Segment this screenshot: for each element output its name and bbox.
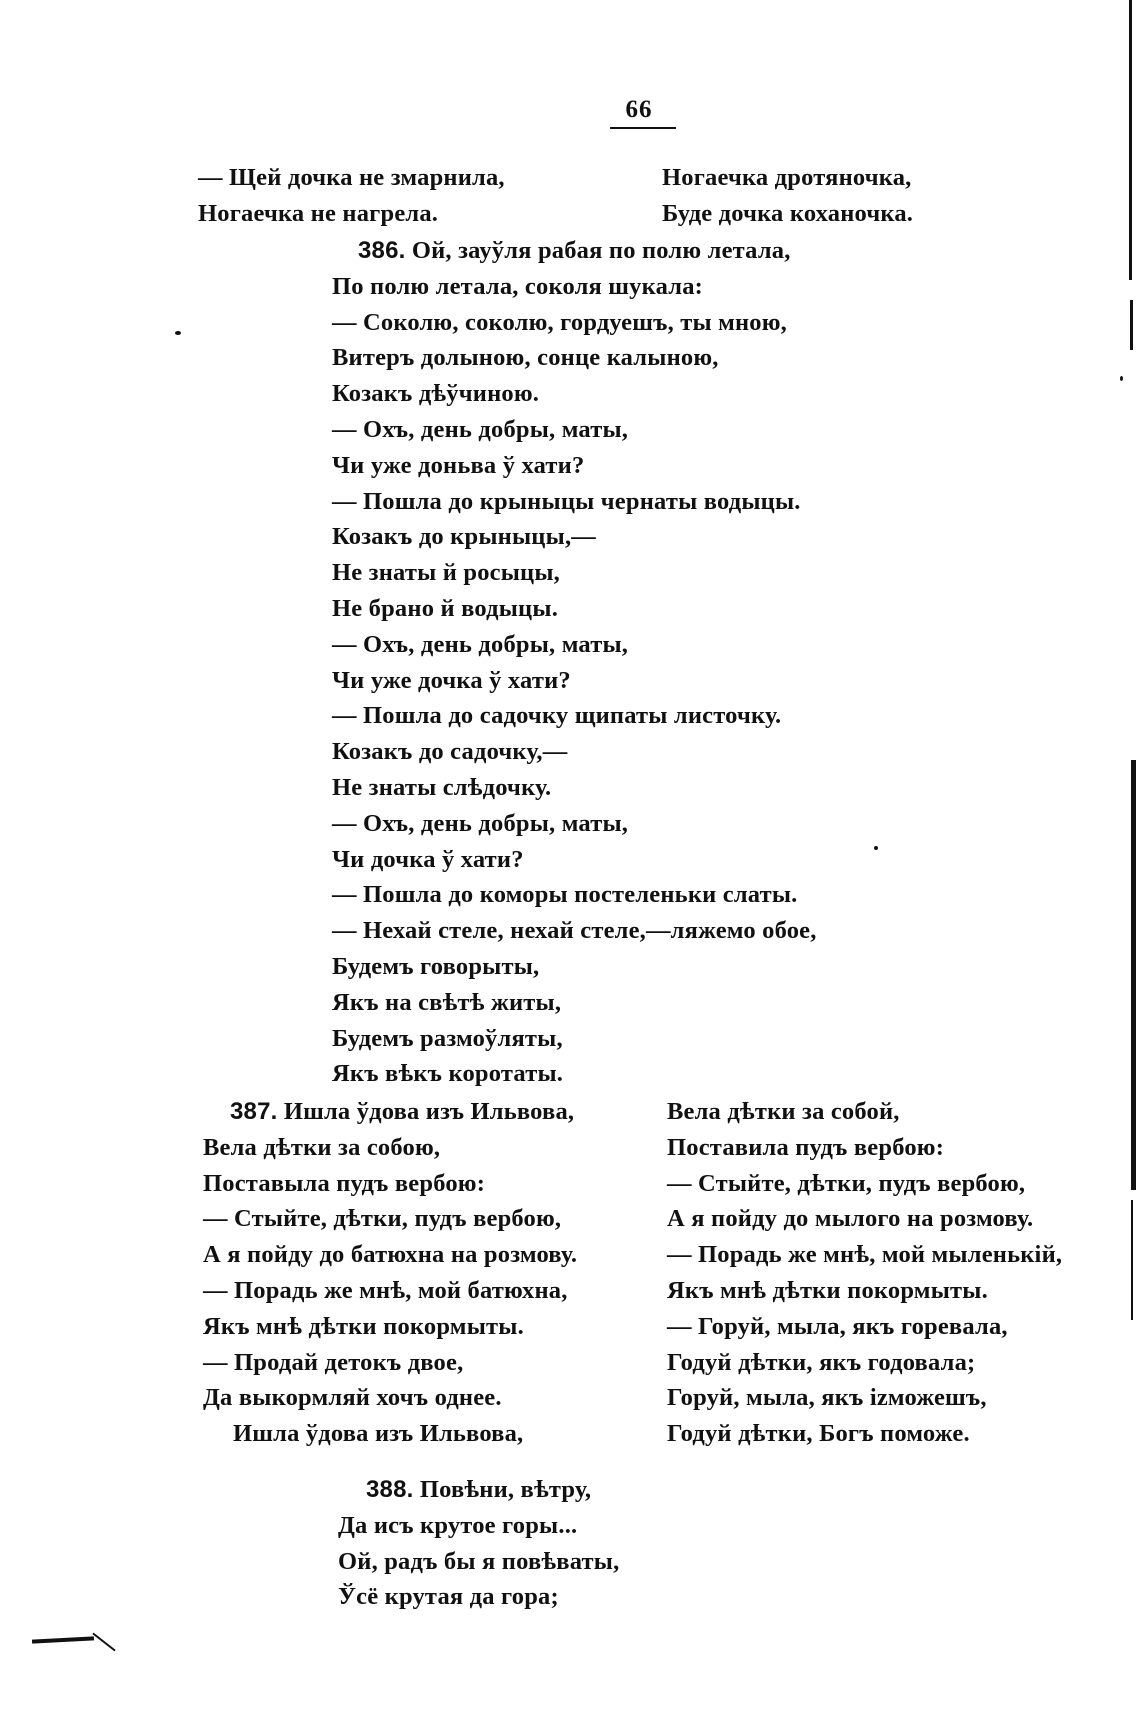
song-387-left-line: — Стыйте, дѣтки, пудъ вербою, — [203, 1205, 562, 1233]
song-387-right-line: — Горуй, мыла, якъ горевала, — [667, 1312, 1008, 1340]
fragment-right-line: Буде дочка коханочка. — [662, 199, 914, 227]
song-386-line: Козакъ до садочку,— — [332, 738, 568, 766]
song-387-right-line: Годуй дѣтки, якъ годовала; — [667, 1348, 976, 1376]
song-386-line: Не брано й водыцы. — [332, 594, 559, 622]
fragment-left-column — [198, 160, 505, 232]
song-386-line: — Нехай стеле, нехай стеле,—ляжемо обое, — [332, 917, 817, 945]
scan-margin-mark — [92, 1633, 115, 1652]
song-388 — [338, 1472, 619, 1615]
song-387-left-line: Якъ мнѣ дѣтки покормыты. — [203, 1312, 524, 1340]
scan-speck — [175, 331, 181, 335]
song-386-line: Якъ вѣкъ коротаты. — [332, 1060, 564, 1088]
song-386-line: Будемъ говорыты, — [332, 952, 540, 980]
page-number-rule — [610, 127, 676, 129]
song-388-first-text: Повѣни, вѣтру, — [419, 1476, 592, 1503]
song-387-right-line: — Порадь же мнѣ, мой мыленькій, — [667, 1241, 1063, 1269]
song-386-line: Чи уже доньва ў хати? — [332, 451, 585, 479]
fragment-right-column — [662, 160, 913, 232]
song-387-left-line: — Порадь же мнѣ, мой батюхна, — [203, 1276, 568, 1304]
song-386-line: — Пошла до коморы постеленьки слаты. — [332, 881, 798, 909]
song-386-line: — Охъ, день добры, маты, — [332, 630, 629, 658]
scan-edge-mark — [1131, 760, 1136, 1190]
song-386-line: Не знаты й росыцы, — [332, 559, 561, 587]
song-387-right-line: Горуй, мыла, якъ izможешъ, — [667, 1384, 987, 1412]
song-387-left-column — [203, 1094, 577, 1452]
song-386-line: По полю летала, соколя шукала: — [332, 272, 703, 300]
song-387-right-line: Вела дѣтки за собой, — [667, 1098, 900, 1125]
fragment-left-line: — Щей дочка не змарнила, — [198, 164, 505, 191]
song-388-number: 388. — [366, 1476, 414, 1503]
song-386-line: Будемъ размоўляты, — [332, 1024, 563, 1052]
fragment-right-line: Ногаечка дротяночка, — [662, 164, 912, 191]
page-number: 66 — [625, 96, 653, 123]
song-387-first-text: Ишла ўдова изъ Ильвова, — [283, 1098, 575, 1125]
song-387-right-line: Поставила пудъ вербою: — [667, 1133, 945, 1161]
scan-margin-mark — [32, 1636, 94, 1643]
song-387-left-line: Да выкормляй хочъ однее. — [203, 1384, 502, 1412]
song-388-line: Ўсё крутая да гора; — [338, 1583, 559, 1611]
song-386-line: Козакъ дѣўчиною. — [332, 380, 540, 408]
song-386-line: — Пошла до садочку щипаты листочку. — [332, 702, 782, 730]
scan-edge-mark — [1130, 300, 1133, 350]
song-387-right-line: — Стыйте, дѣтки, пудъ вербою, — [667, 1169, 1026, 1197]
song-387-left-line: А я пойду до батюхна на розмову. — [203, 1241, 578, 1269]
song-386 — [332, 233, 817, 1092]
fragment-left-line: Ногаечка не нагрела. — [198, 199, 439, 227]
scan-speck — [874, 846, 878, 850]
song-386-line: — Пошла до крыныцы чернаты водыцы. — [332, 487, 801, 515]
song-386-line: Витеръ долыною, сонце калыною, — [332, 344, 719, 372]
song-388-first-line — [366, 1472, 619, 1508]
song-386-line: — Соколю, соколю, гордуешъ, ты мною, — [332, 308, 788, 336]
song-387-first-line — [230, 1094, 577, 1130]
song-388-line: Ой, радъ бы я повѣваты, — [338, 1547, 620, 1575]
song-386-line: Чи дочка ў хати? — [332, 845, 524, 873]
song-387-right-column — [667, 1094, 1062, 1452]
song-387-right-line: Годуй дѣтки, Богъ поможе. — [667, 1420, 970, 1448]
song-386-number: 386. — [358, 237, 406, 264]
scan-edge-mark — [1131, 1200, 1133, 1320]
song-387-number: 387. — [230, 1098, 278, 1125]
song-386-first-line — [358, 233, 817, 269]
song-386-line: Не знаты слѣдочку. — [332, 773, 552, 801]
song-386-line: Козакъ до крыныцы,— — [332, 523, 596, 551]
song-388-line: Да исъ крутое горы... — [338, 1511, 578, 1539]
scan-speck — [1120, 376, 1123, 381]
song-386-first-text: Ой, зауўля рабая по полю летала, — [411, 237, 791, 264]
song-387-left-line: — Продай детокъ двое, — [203, 1348, 464, 1376]
song-386-line: Чи уже дочка ў хати? — [332, 666, 571, 694]
song-387-left-last-line: Ишла ўдова изъ Ильвова, — [233, 1420, 524, 1448]
song-387-left-line: Вела дѣтки за собою, — [203, 1133, 441, 1161]
scan-edge-mark — [1129, 0, 1132, 280]
song-386-line: — Охъ, день добры, маты, — [332, 415, 629, 443]
song-386-line: Якъ на свѣтѣ житы, — [332, 988, 562, 1016]
song-386-line: — Охъ, день добры, маты, — [332, 809, 629, 837]
song-387-right-line: Якъ мнѣ дѣтки покормыты. — [667, 1276, 988, 1304]
song-387-left-line: Поставыла пудъ вербою: — [203, 1169, 486, 1197]
song-387-right-line: А я пойду до мылого на розмову. — [667, 1205, 1034, 1233]
